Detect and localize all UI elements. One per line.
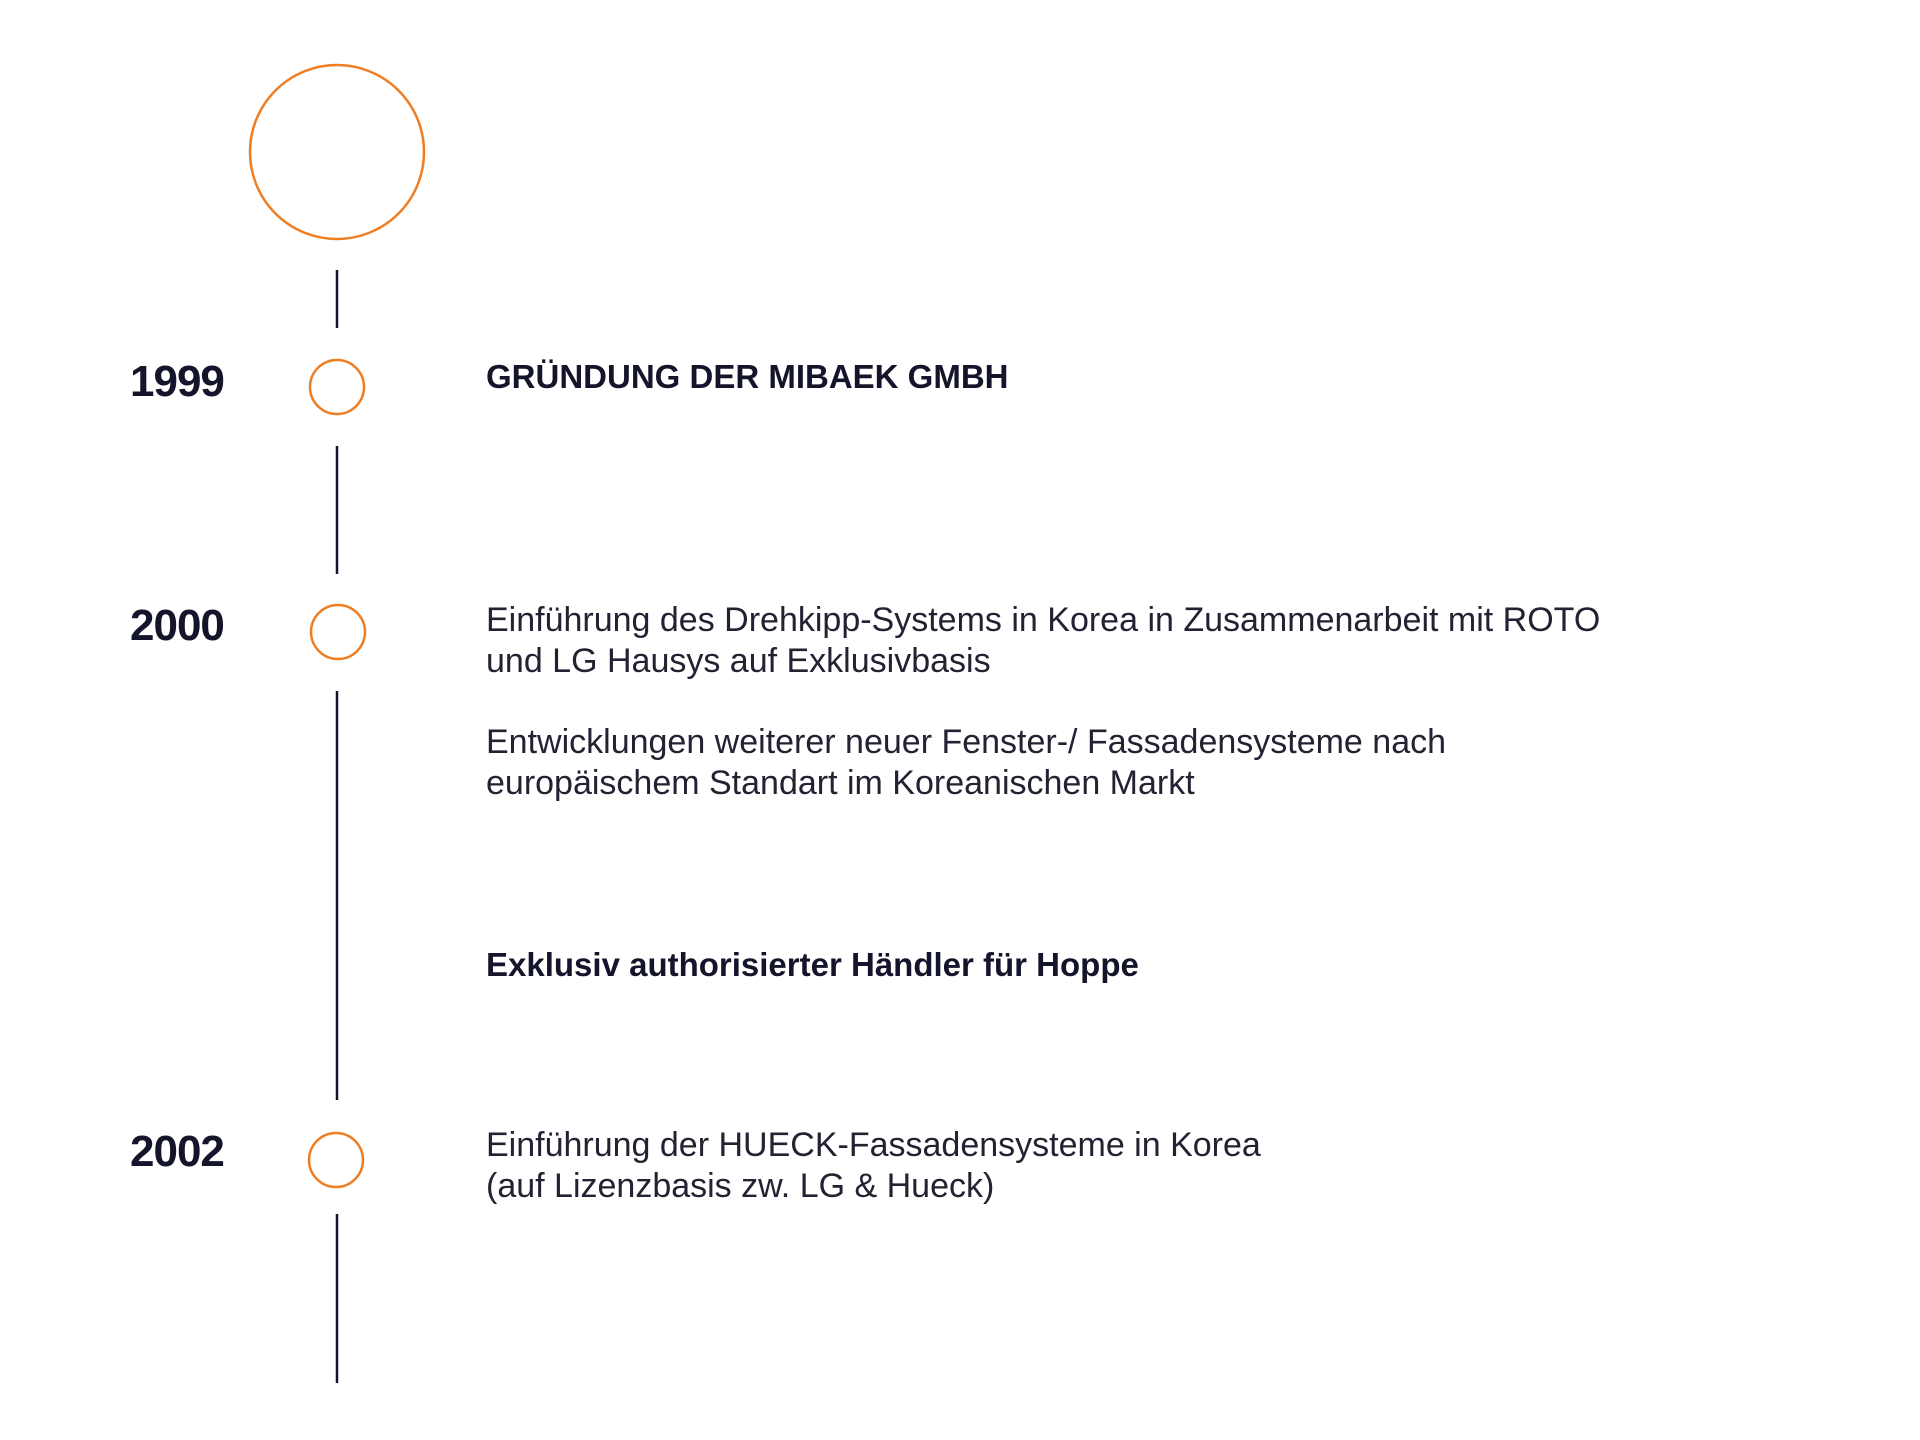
event-hoppe-dealer xyxy=(486,944,1826,985)
event-text-line: Einführung der HUECK-Fassadensysteme in Korea xyxy=(486,1126,1261,1164)
event-text-line: Entwicklungen weiterer neuer Fenster-/ Fassadensysteme nach xyxy=(486,723,1447,761)
event-text-line: (auf Lizenzbasis zw. LG & Hueck) xyxy=(486,1167,995,1205)
event-text-line: GRÜNDUNG DER MIBAEK GMBH xyxy=(486,358,1009,395)
event-text-line: europäischem Standart im Koreanischen Markt xyxy=(486,764,1195,802)
timeline-node-2002 xyxy=(309,1133,363,1187)
timeline-node-1999 xyxy=(310,360,364,414)
event-text-line: Einführung des Drehkipp-Systems in Korea in Zusammenarbeit mit ROTO xyxy=(486,601,1601,639)
timeline-node-2000 xyxy=(311,605,365,659)
event-text-line: und LG Hausys auf Exklusivbasis xyxy=(486,642,991,680)
year-label-2002: 2002 xyxy=(130,1127,224,1176)
event-hueck-facade-systems xyxy=(486,1125,1826,1207)
event-text-line: Exklusiv authorisierter Händler für Hoppe xyxy=(486,946,1139,983)
timeline-start-circle xyxy=(250,65,424,239)
event-drehkipp-system xyxy=(486,600,1826,682)
event-founding xyxy=(486,356,1826,397)
year-label-1999: 1999 xyxy=(130,357,224,406)
year-label-2000: 2000 xyxy=(130,601,224,650)
event-facade-systems-development xyxy=(486,722,1826,804)
